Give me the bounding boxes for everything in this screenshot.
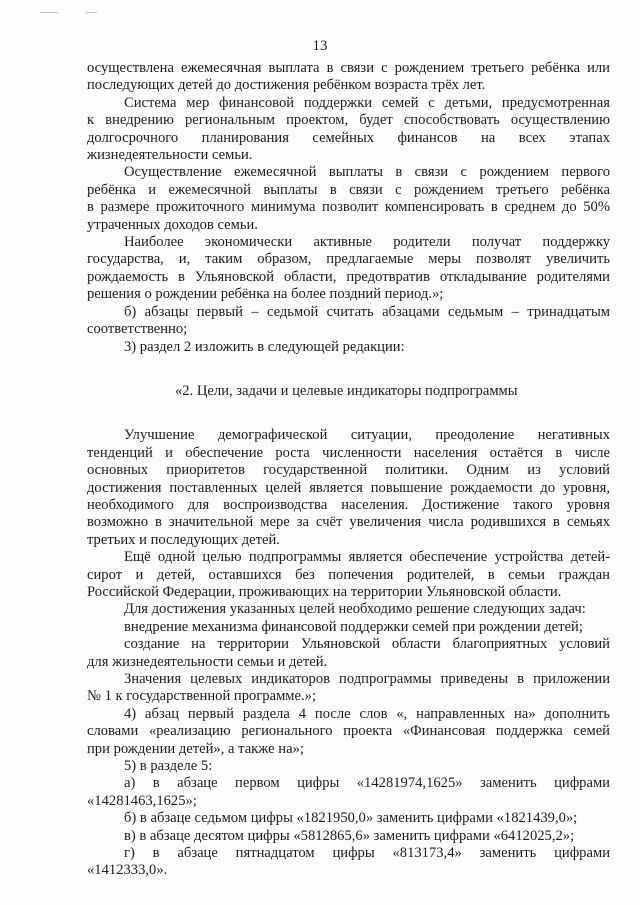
- text-line: б) абзацы первый – седьмой считать абзацами седьмым – тринадцатым: [124, 303, 610, 320]
- paragraph: [87, 775, 610, 810]
- text-line: жизнедеятельности семьи.: [87, 147, 253, 164]
- text-line: долгосрочного планирования семейных финансов на всех этапах: [87, 129, 610, 146]
- text-line: Ещё одной целью подпрограммы является обеспечение устройства детей-: [124, 549, 610, 566]
- paragraph: [87, 758, 610, 775]
- spacer: [87, 400, 610, 427]
- paragraph: [87, 234, 610, 304]
- scan-artifact: [40, 12, 58, 13]
- paragraph: [87, 304, 610, 339]
- paragraph: [87, 339, 610, 356]
- text-line: 3) раздел 2 изложить в следующей редакции:: [124, 338, 405, 355]
- amendment-text-part-2: [87, 427, 610, 880]
- paragraph: [87, 636, 610, 671]
- paragraph: [87, 810, 610, 827]
- text-line: возможно в значительной мере за счёт увеличения числа родившихся в семьях: [87, 514, 610, 531]
- text-line: государства, и, таким образом, предлагаемые меры позволят увеличить: [87, 251, 610, 268]
- paragraph: [87, 60, 610, 95]
- text-line: Значения целевых индикаторов подпрограммы приведены в приложении: [124, 671, 610, 687]
- text-line: утраченных доходов семьи.: [87, 216, 258, 233]
- text-line: 4) абзац первый раздела 4 после слов «, направленных на» дополнить: [124, 705, 610, 722]
- paragraph: [87, 619, 610, 636]
- text-line: Улучшение демографической ситуации, преодоление негативных: [124, 427, 610, 444]
- text-line: третьих и последующих детей.: [87, 531, 280, 548]
- text-line: создание на территории Ульяновской области благоприятных условий: [124, 636, 610, 653]
- paragraph: [87, 549, 610, 601]
- amendment-text-part-1: [87, 60, 610, 356]
- text-line: Осуществление ежемесячной выплаты в связи с рождением первого: [124, 164, 610, 181]
- text-line: в) в абзаце десятом цифры «5812865,6» заменить цифрами «6412025,2»;: [124, 827, 575, 844]
- paragraph: [87, 601, 610, 618]
- text-line: при рождении детей», а также на»;: [87, 740, 304, 757]
- text-line: для жизнедеятельности семьи и детей.: [87, 653, 328, 670]
- text-line: Система мер финансовой поддержки семей с детьми, предусмотренная: [124, 94, 610, 111]
- paragraph: [87, 164, 610, 234]
- spacer: [87, 356, 610, 383]
- text-line: б) в абзаце седьмом цифры «1821950,0» заменить цифрами «1821439,0»;: [124, 810, 578, 827]
- text-line: словами «реализацию регионального проекта «Финансовая поддержка семей: [87, 723, 610, 740]
- text-line: а) в абзаце первом цифры «14281974,1625» заменить цифрами: [124, 775, 610, 792]
- text-line: к внедрению региональным проектом, будет способствовать осуществлению: [87, 112, 610, 129]
- text-line: рождаемость в Ульяновской области, предотвратив откладывание родителями: [87, 268, 610, 285]
- text-line: тенденций и обеспечение роста численности населения остаётся в числе: [87, 444, 610, 461]
- text-line: основных приоритетов государственной политики. Одним из условий: [87, 462, 610, 479]
- text-line: достижения поставленных целей является повышение рождаемости до уровня,: [87, 479, 610, 496]
- text-line: Для достижения указанных целей необходимо решение следующих задач:: [124, 601, 586, 618]
- paragraph: [87, 427, 610, 549]
- paragraph: [87, 706, 610, 758]
- text-line: в размере прожиточного минимума позволит компенсировать в среднем до 50%: [87, 199, 610, 216]
- text-line: 5) в разделе 5:: [124, 758, 213, 775]
- text-line: внедрение механизма финансовой поддержки семей при рождении детей;: [124, 618, 583, 635]
- text-line: ребёнка и ежемесячной выплаты в связи с рождением третьего ребёнка: [87, 181, 610, 198]
- text-line: г) в абзаце пятнадцатом цифры «813173,4» заменить цифрами: [124, 845, 610, 862]
- text-line: «1412333,0».: [87, 862, 168, 879]
- scan-artifact: [85, 12, 97, 13]
- document-body: [87, 60, 610, 880]
- text-line: сирот и детей, оставшихся без попечения родителей, в семьи граждан: [87, 566, 610, 583]
- text-line: последующих детей до достижения ребёнком возраста трёх лет.: [87, 77, 486, 94]
- text-line: Российской Федерации, проживающих на территории Ульяновской области.: [87, 583, 562, 600]
- page-number: 13: [312, 38, 328, 54]
- text-line: решения о рождении ребёнка на более поздний период.»;: [87, 286, 444, 303]
- paragraph: [87, 828, 610, 845]
- text-line: «14281463,1625»;: [87, 792, 197, 809]
- paragraph: [87, 671, 610, 706]
- text-line: соответственно;: [87, 321, 188, 338]
- paragraph: [87, 845, 610, 880]
- text-line: № 1 к государственной программе.»;: [87, 688, 317, 705]
- section-heading: «2. Цели, задачи и целевые индикаторы подпрограммы: [175, 382, 518, 399]
- text-line: необходимого для воспроизводства населения. Достижение такого уровня: [87, 496, 610, 513]
- text-line: Наиболее экономически активные родители получат поддержку: [124, 234, 610, 251]
- paragraph: [87, 95, 610, 165]
- text-line: осуществлена ежемесячная выплата в связи с рождением третьего ребёнка или: [87, 60, 610, 76]
